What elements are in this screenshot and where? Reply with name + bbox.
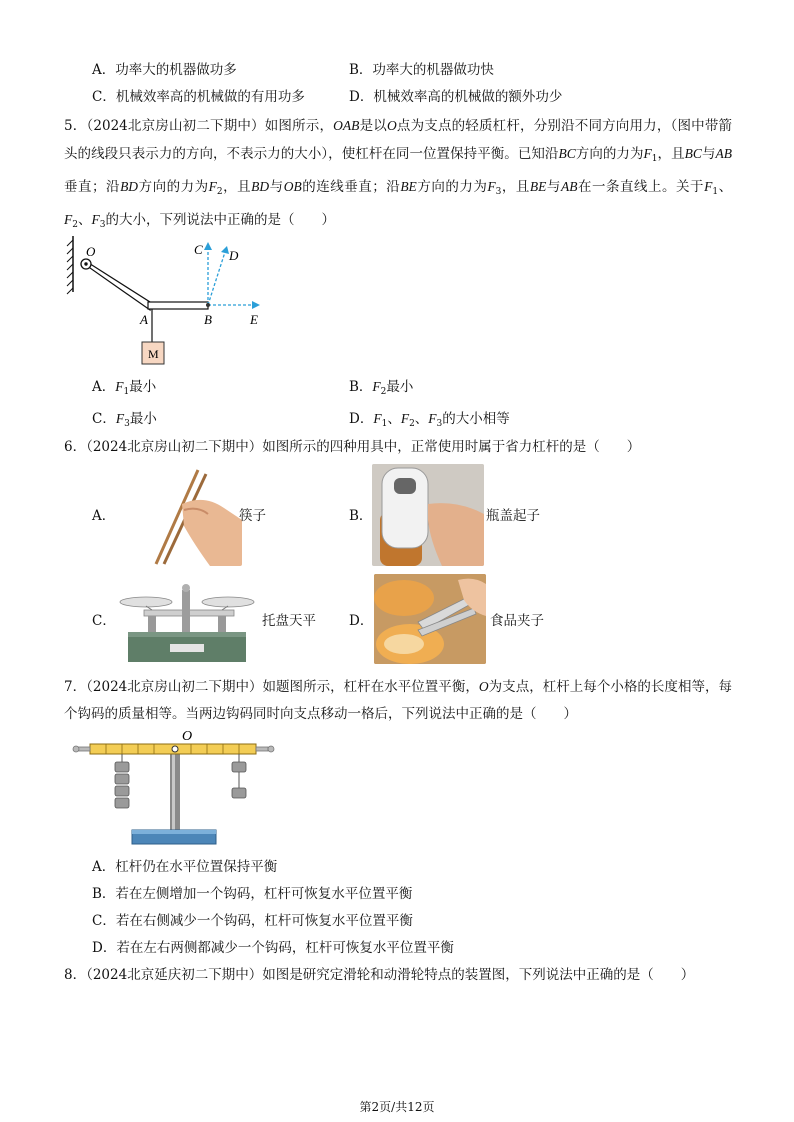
- q5-stem: 5．（2024北京房山初二下期中）如图所示，OAB是以O点为支点的轻质杠杆，分别沿不同方向用力，（图中带箭头的线段只表示力的方向，不表示力的大小），使杠杆在同一位置保持平衡。已知沿BC方向的力为$F_1$，且BC与AB垂直；沿BD方向的力为$F_2$，且BD与OB的连线垂直；沿BE方向的力为$F_3$，且BE与AB在一条直线上。关于$F_1$、$F_2$、$F_3$的大小，下列说法中正确的是（ ）: [64, 118, 733, 230]
- q6-option-c-letter: C．: [92, 613, 116, 629]
- q5-label-m: M: [148, 347, 159, 361]
- q5-label-d: D: [229, 248, 239, 263]
- q5-label-o: O: [86, 244, 96, 259]
- q6-stem: 6．（2024北京房山初二下期中）如图所示的四种用具中，正常使用时属于省力杠杆的是（ ）: [64, 439, 641, 455]
- q5-label-c: C: [194, 242, 203, 257]
- q6-option-b-letter: B．: [349, 508, 373, 524]
- q6-option-d-label: 食品夹子: [490, 613, 544, 629]
- chopsticks-image: [124, 464, 242, 566]
- balance-scale-image: [118, 580, 256, 666]
- food-tongs-image: [374, 574, 486, 664]
- q5-option-a: A．$F_1$最小: [92, 379, 157, 397]
- q5-label-e: E: [250, 312, 258, 327]
- q5-option-d: D．$F_1$、$F_2$、$F_3$的大小相等: [349, 411, 510, 429]
- q5-lever-figure: [64, 232, 284, 372]
- q4-option-c: C．机械效率高的机械做的有用功多: [92, 89, 305, 105]
- q4-option-d: D．机械效率高的机械做的额外功少: [349, 89, 563, 105]
- q6-option-a-label: 筷子: [239, 508, 266, 524]
- q6-option-c-label: 托盘天平: [262, 613, 316, 629]
- q8-stem: 8．（2024北京延庆初二下期中）如图是研究定滑轮和动滑轮特点的装置图，下列说法中正确的是（ ）: [64, 967, 695, 983]
- q5-option-c: C．$F_3$最小: [92, 411, 157, 429]
- q7-option-b: B．若在左侧增加一个钩码，杠杆可恢复水平位置平衡: [92, 886, 413, 902]
- q6-option-a-letter: A．: [92, 508, 116, 524]
- q5-label-a: A: [140, 312, 148, 327]
- q5-label-b: B: [204, 312, 212, 327]
- q7-option-c: C．若在右侧减少一个钩码，杠杆可恢复水平位置平衡: [92, 913, 413, 929]
- q7-option-d: D．若在左右两侧都减少一个钩码，杠杆可恢复水平位置平衡: [92, 940, 454, 956]
- q4-option-a: A．功率大的机器做功多: [92, 62, 237, 78]
- q6-option-b-label: 瓶盖起子: [486, 508, 540, 524]
- q6-option-d-letter: D．: [349, 613, 374, 629]
- q7-stem: 7．（2024北京房山初二下期中）如题图所示，杠杆在水平位置平衡，O为支点，杠杆上每个小格的长度相等，每个钩码的质量相等。当两边钩码同时向支点移动一格后，下列说法中正确的是（ ）: [64, 679, 733, 722]
- q4-option-b: B．功率大的机器做功快: [349, 62, 494, 78]
- q5-option-b: B．$F_2$最小: [349, 379, 414, 397]
- q7-lever-figure: [70, 728, 280, 850]
- q7-option-a: A．杠杆仍在水平位置保持平衡: [92, 859, 278, 875]
- q7-label-o: O: [182, 729, 193, 744]
- bottle-opener-image: [372, 464, 484, 566]
- page-footer: 第2页/共12页: [359, 1100, 435, 1114]
